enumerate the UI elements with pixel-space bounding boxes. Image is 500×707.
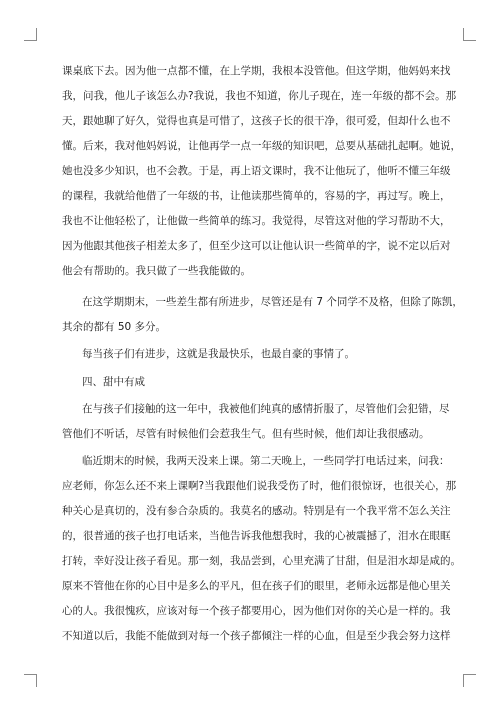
crop-mark-bottom-left <box>24 674 37 687</box>
text-line: 种关心是真切的，没有参合杂质的。我莫名的感动。特别是有一个我平常不怎么关注 <box>62 505 451 517</box>
crop-mark-top-right <box>463 28 476 41</box>
text-line: 天，跟她聊了好久，觉得也真是可惜了，这孩子长的很干净，很可爱，但却什么也不 <box>62 115 451 127</box>
text-line: 我，问我，他儿子该怎么办?我说，我也不知道，你儿子现在，连一年级的都不会。那 <box>62 90 457 102</box>
text-line: 不知道以后，我能不能做到对每一个孩子都倾注一样的心血，但是至少我会努力这样 <box>62 630 451 642</box>
section-heading: 四、甜中有咸 <box>82 376 145 388</box>
text-line: 他会有帮助的。我只做了一些我能做的。 <box>62 265 251 277</box>
paragraph-start-line: 临近期末的时候，我两天没来上课。第二天晚上，一些同学打电话过来，问我： <box>82 455 450 467</box>
text-line: 因为他跟其他孩子相差太多了，但至少这可以让他认识一些简单的字，说不定以后对 <box>62 240 451 252</box>
text-line: 打转，幸好没让孩子看见。那一刻，我品尝到，心里充满了甘甜，但是泪水却是咸的。 <box>62 555 461 567</box>
paragraph-start-line: 在与孩子们接触的这一年中，我被他们纯真的感情折服了，尽管他们会犯错，尽 <box>82 403 450 415</box>
text-line: 她也没多少知识，也不会教。于是，再上语文课时，我不让他玩了，他听不懂三年级 <box>62 165 451 177</box>
text-line: 我也不让他轻松了，让他做一些简单的练习。我觉得，尽管这对他的学习帮助不大， <box>62 215 451 227</box>
crop-mark-top-left <box>24 28 37 41</box>
paragraph-start-line: 在这学期期末，一些差生都有所进步，尽管还是有 7 个同学不及格，但除了陈凯， <box>82 296 463 308</box>
crop-mark-bottom-right <box>463 674 476 687</box>
text-line: 管他们不听话，尽管有时候他们会惹我生气。但有些时候，他们却让我很感动。 <box>62 428 430 440</box>
text-line: 懂。后来，我对他妈妈说，让他再学一点一年级的知识吧，总要从基础扎起啊。她说， <box>62 140 461 152</box>
text-line: 课桌底下去。因为他一点都不懂，在上学期，我根本没管他。但这学期，他妈妈来找 <box>62 65 451 77</box>
text-line: 心的人。我很愧疚，应该对每一个孩子都要用心，因为他们对你的关心是一样的。我 <box>62 605 451 617</box>
text-line: 的课程，我就给他借了一年级的书，让他读那些简单的，容易的字，再过写。晚上， <box>62 190 451 202</box>
text-line: 的，很普通的孩子也打电话来，当他告诉我他想我时，我的心被震撼了，泪水在眼眶 <box>62 530 451 542</box>
text-line: 应老师，你怎么还不来上课啊?当我跟他们说我受伤了时，他们很惊讶，也很关心，那 <box>62 480 457 492</box>
text-line: 原来不管他在你的心目中是多么的平凡，但在孩子们的眼里，老师永远都是他心里关 <box>62 580 451 592</box>
paragraph-start-line: 每当孩子们有进步，这就是我最快乐，也最自豪的事情了。 <box>82 348 355 360</box>
text-line: 其余的都有 50 多分。 <box>62 321 167 333</box>
